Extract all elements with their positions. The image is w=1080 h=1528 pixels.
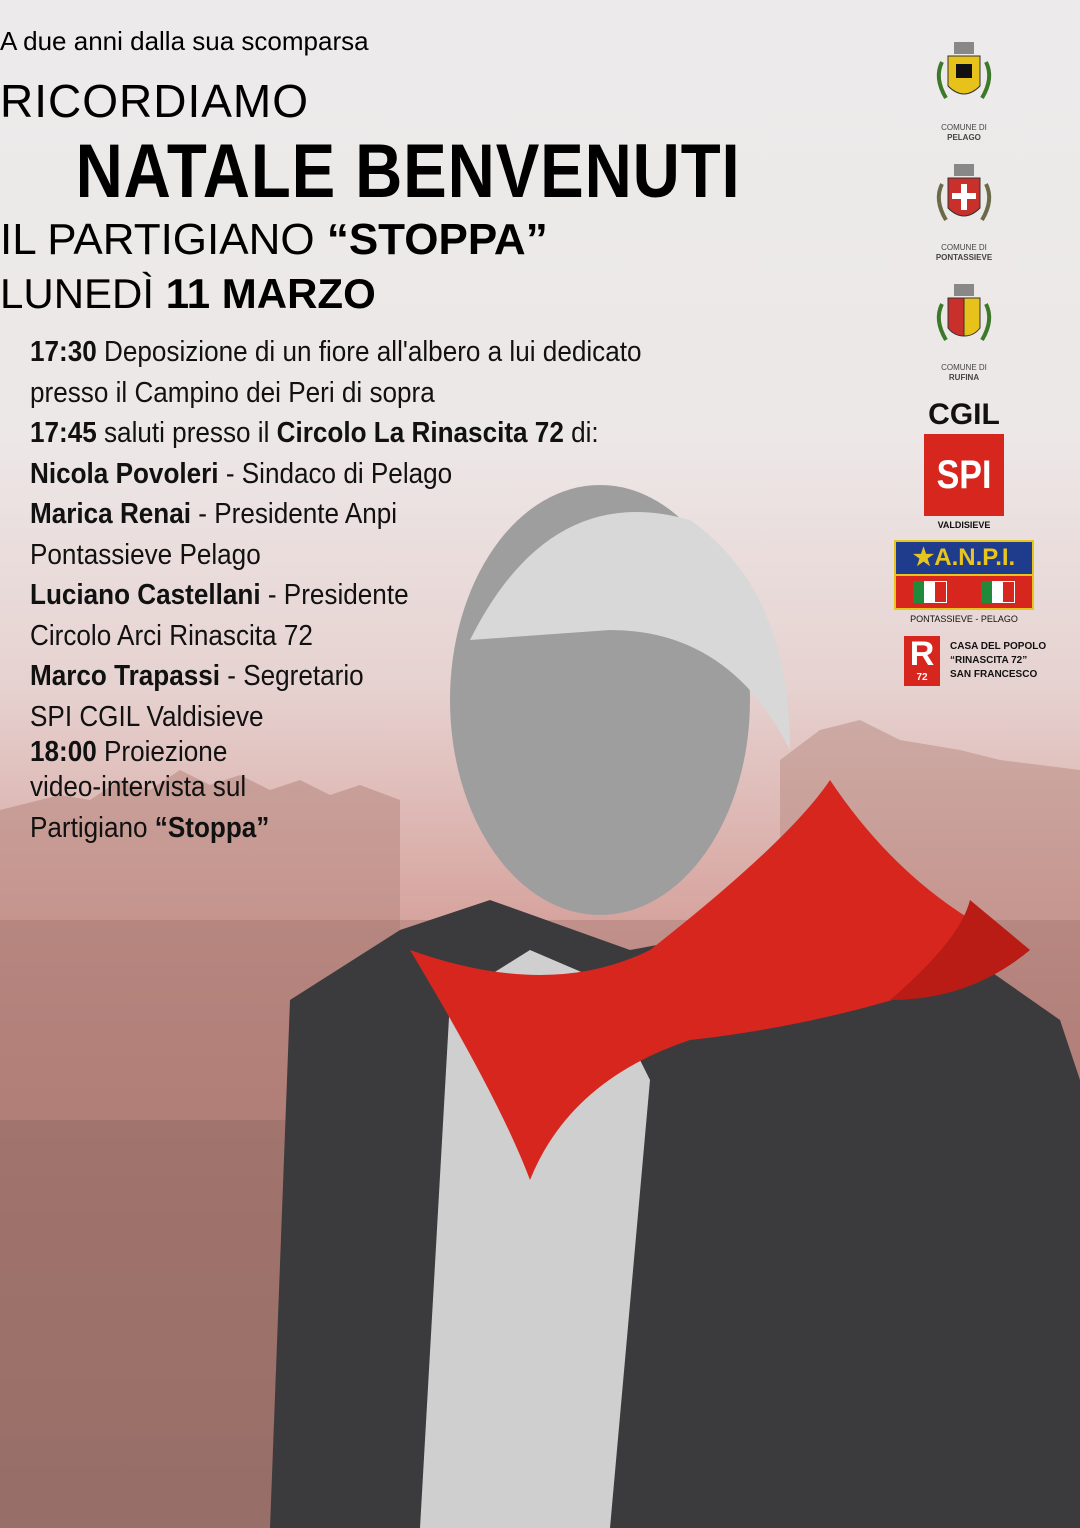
cgil-text: CGIL — [928, 398, 1000, 431]
casa-line: SAN FRANCESCO — [950, 669, 1038, 680]
speaker-name: Luciano Castellani — [30, 579, 261, 611]
anpi-banner — [894, 540, 1034, 576]
program-line — [30, 737, 660, 767]
spi-cgil-logo — [924, 400, 1004, 530]
pelago-crest — [924, 38, 1004, 143]
event-date — [0, 270, 1080, 318]
speaker-name: Marica Renai — [30, 498, 192, 530]
anpi-text: A.N.P.I. — [934, 544, 1016, 571]
r72-number: 72 — [916, 672, 928, 683]
speaker-role-line: Circolo Arci Rinascita 72 — [30, 619, 313, 652]
ricordiamo-heading: RICORDIAMO — [0, 75, 309, 127]
casa-line: “RINASCITA 72” — [950, 655, 1028, 666]
speaker-role-line: Pontassieve Pelago — [30, 538, 261, 571]
flag-icon — [913, 581, 947, 603]
spi-subtitle: VALDISIEVE — [937, 520, 991, 530]
speaker-role: - Sindaco di Pelago — [218, 457, 453, 490]
pontassieve-crest — [924, 160, 1004, 263]
pelago-shield-icon — [924, 38, 1004, 118]
program-line — [30, 332, 660, 373]
partigiano-line — [0, 215, 1080, 265]
pontassieve-shield-icon — [924, 160, 1004, 238]
crest-caption — [924, 363, 1004, 383]
crest-caption-l1: COMUNE DI — [941, 123, 987, 132]
date-day: 11 MARZO — [165, 270, 376, 317]
spi-block — [924, 434, 1004, 516]
program — [30, 332, 660, 848]
speaker-role: - Segretario — [220, 660, 364, 692]
program-nickname: “Stoppa” — [154, 811, 270, 844]
casa-text — [950, 640, 1046, 682]
program-time: 18:00 — [30, 736, 97, 768]
crest-caption-l1: COMUNE DI — [941, 243, 987, 252]
casa-line: CASA DEL POPOLO — [950, 641, 1047, 652]
crest-caption-l1: COMUNE DI — [941, 363, 987, 372]
r72-mark-icon — [904, 636, 940, 686]
program-line: presso il Campino dei Peri di sopra — [30, 376, 435, 409]
program-venue: Circolo La Rinascita 72 — [276, 417, 564, 449]
program-text: Proiezione — [96, 736, 228, 768]
program-line — [30, 808, 660, 849]
program-text: di: — [563, 417, 599, 449]
crest-caption — [924, 123, 1004, 143]
star-icon: ★ — [912, 544, 935, 571]
program-text: Deposizione di un fiore all'albero a lui dedicato — [96, 336, 642, 368]
program-text: Partigiano — [30, 811, 155, 844]
anpi-flags — [894, 576, 1034, 610]
speaker-role: - Presidente Anpi — [191, 498, 398, 530]
speaker-line — [30, 494, 660, 535]
speaker-line — [30, 454, 660, 495]
anpi-subtitle: PONTASSIEVE - PELAGO — [910, 614, 1018, 624]
program-line: video-intervista sul — [30, 771, 247, 803]
program-time: 17:30 — [30, 336, 97, 368]
flag-icon — [981, 581, 1015, 603]
rufina-shield-icon — [924, 280, 1004, 358]
program-text: saluti presso il — [96, 417, 277, 449]
speaker-name: Marco Trapassi — [30, 660, 221, 692]
partigiano-nickname: “STOPPA” — [326, 215, 548, 264]
spi-text: SPI — [936, 453, 992, 497]
program-line — [30, 413, 660, 454]
intro-line: A due anni dalla sua scomparsa — [0, 26, 369, 56]
casa-del-popolo-logo — [904, 636, 1054, 690]
partigiano-prefix: IL PARTIGIANO — [0, 215, 327, 264]
speaker-role: - Presidente — [260, 579, 409, 611]
program-time: 17:45 — [30, 417, 97, 449]
name-heading: NATALE BENVENUTI — [75, 129, 741, 214]
speaker-role-line: SPI CGIL Valdisieve — [30, 700, 264, 733]
r72-letter: R — [909, 635, 935, 673]
date-prefix: LUNEDÌ — [0, 270, 166, 317]
speaker-line — [30, 575, 660, 616]
rufina-crest — [924, 280, 1004, 383]
crest-caption-l2: RUFINA — [948, 373, 980, 382]
crest-caption-l2: PONTASSIEVE — [935, 253, 993, 262]
crest-caption — [924, 243, 1004, 263]
crest-caption-l2: PELAGO — [947, 133, 981, 142]
anpi-logo — [894, 540, 1034, 624]
speaker-line — [30, 656, 660, 697]
speaker-name: Nicola Povoleri — [30, 457, 219, 490]
